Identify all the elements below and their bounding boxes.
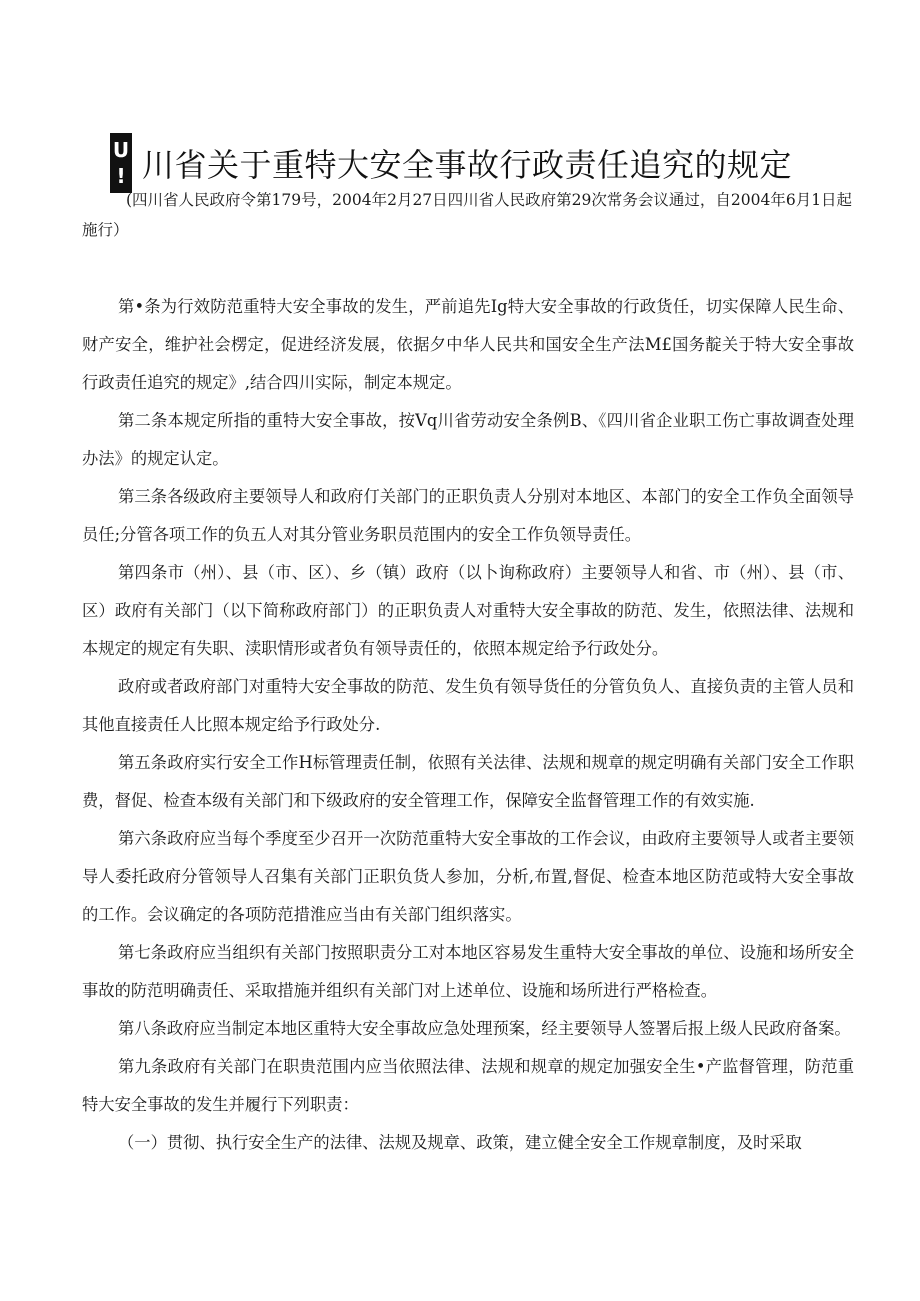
stamp-bottom-glyph: ! <box>116 164 126 188</box>
stamp-top-glyph: U <box>112 138 130 162</box>
document-title: 川省关于重特大安全事故行政责任追究的规定 <box>142 146 793 184</box>
document-subtitle: (四川省人民政府令第179号，2004年2月27日四川省人民政府第29次常务会议通过，自2004年6月1日起施行） <box>82 191 853 239</box>
paragraph-article-3: 第三条各级政府主要领导人和政府仃关部门的正职负责人分别对本地区、本部门的安全工作负全面领导员任;分管各项工作的负五人对其分管业务职员范围内的安全工作负领导责任。 <box>82 487 854 544</box>
seal-stamp <box>110 133 132 193</box>
paragraph-article-2: 第二条本规定所指的重特大安全事故，按Vq川省劳动安全条例B、《四川省企业职工伤亡事故调查处理办法》的规定认定。 <box>82 411 854 468</box>
document-body <box>82 288 854 1162</box>
paragraph-article-6: 第六条政府应当每个季度至少召开一次防范重特大安全事故的工作会议，由政府主要领导人或者主要领导人委托政府分管领导人召集有关部门正职负货人参加，分析,布置,督促、检查本地区防范或特大安全事故的工作。会议确定的各项防范措淮应当由有关部门组织落实。 <box>82 829 854 924</box>
title-row <box>110 133 792 193</box>
paragraph-article-8: 第八条政府应当制定本地区重特大安全事故应急处理预案，经主要领导人签署后报上级人民政府备案。 <box>118 1019 851 1038</box>
paragraph-article-9-item-1: （一）贯彻、执行安全生产的法律、法规及规章、政策，建立健全安全工作规章制度，及时采取 <box>118 1133 802 1152</box>
paragraph-article-7: 第七条政府应当组织有关部门按照职责分工对本地区容易发生重特大安全事故的单位、设施和场所安全事故的防范明确责任、采取措施并组织有关部门对上述单位、设施和场所进行严格检查。 <box>82 943 854 1000</box>
paragraph-article-9: 第九条政府有关部门在职贵范围内应当依照法律、法规和规章的规定加强安全生•产监督管理，防范重特大安全事故的发生并履行下列职责： <box>82 1057 854 1114</box>
paragraph-article-5: 第五条政府实行安全工作H标管理责任制，依照有关法律、法规和规章的规定明确有关部门安全工作职费，督促、检查本级有关部门和下级政府的安全管理工作，保障安全监督管理工作的有效实施. <box>82 753 854 810</box>
paragraph-article-1: 第•条为行效防范重特大安全事故的发生，严前追先Ig特大安全事故的行政货任，切实保障人民生命、财产安全，维护社会楞定，促进经济发展，依据夕中华人民共和国安全生产法M£国务靛关于特大安全事故行政责任追究的规定》,结合四川实际，制定本规定。 <box>82 297 854 392</box>
paragraph-article-4-cont: 政府或者政府部门对重特大安全事故的防范、发生负有领导货任的分管负负人、直接负责的主管人员和其他直接责任人比照本规定给予行政处分. <box>82 677 854 734</box>
paragraph-article-4: 第四条市（州）、县（市、区）、乡（镇）政府（以卜询称政府）主要领导人和省、市（州）、县（市、区）政府有关部门（以下简称政府部门）的正职负责人对重特大安全事故的防范、发生，依照法律、法规和本规定的规定有失职、渎职情形或者负有领导责任的，依照本规定给予行政处分。 <box>82 563 854 658</box>
